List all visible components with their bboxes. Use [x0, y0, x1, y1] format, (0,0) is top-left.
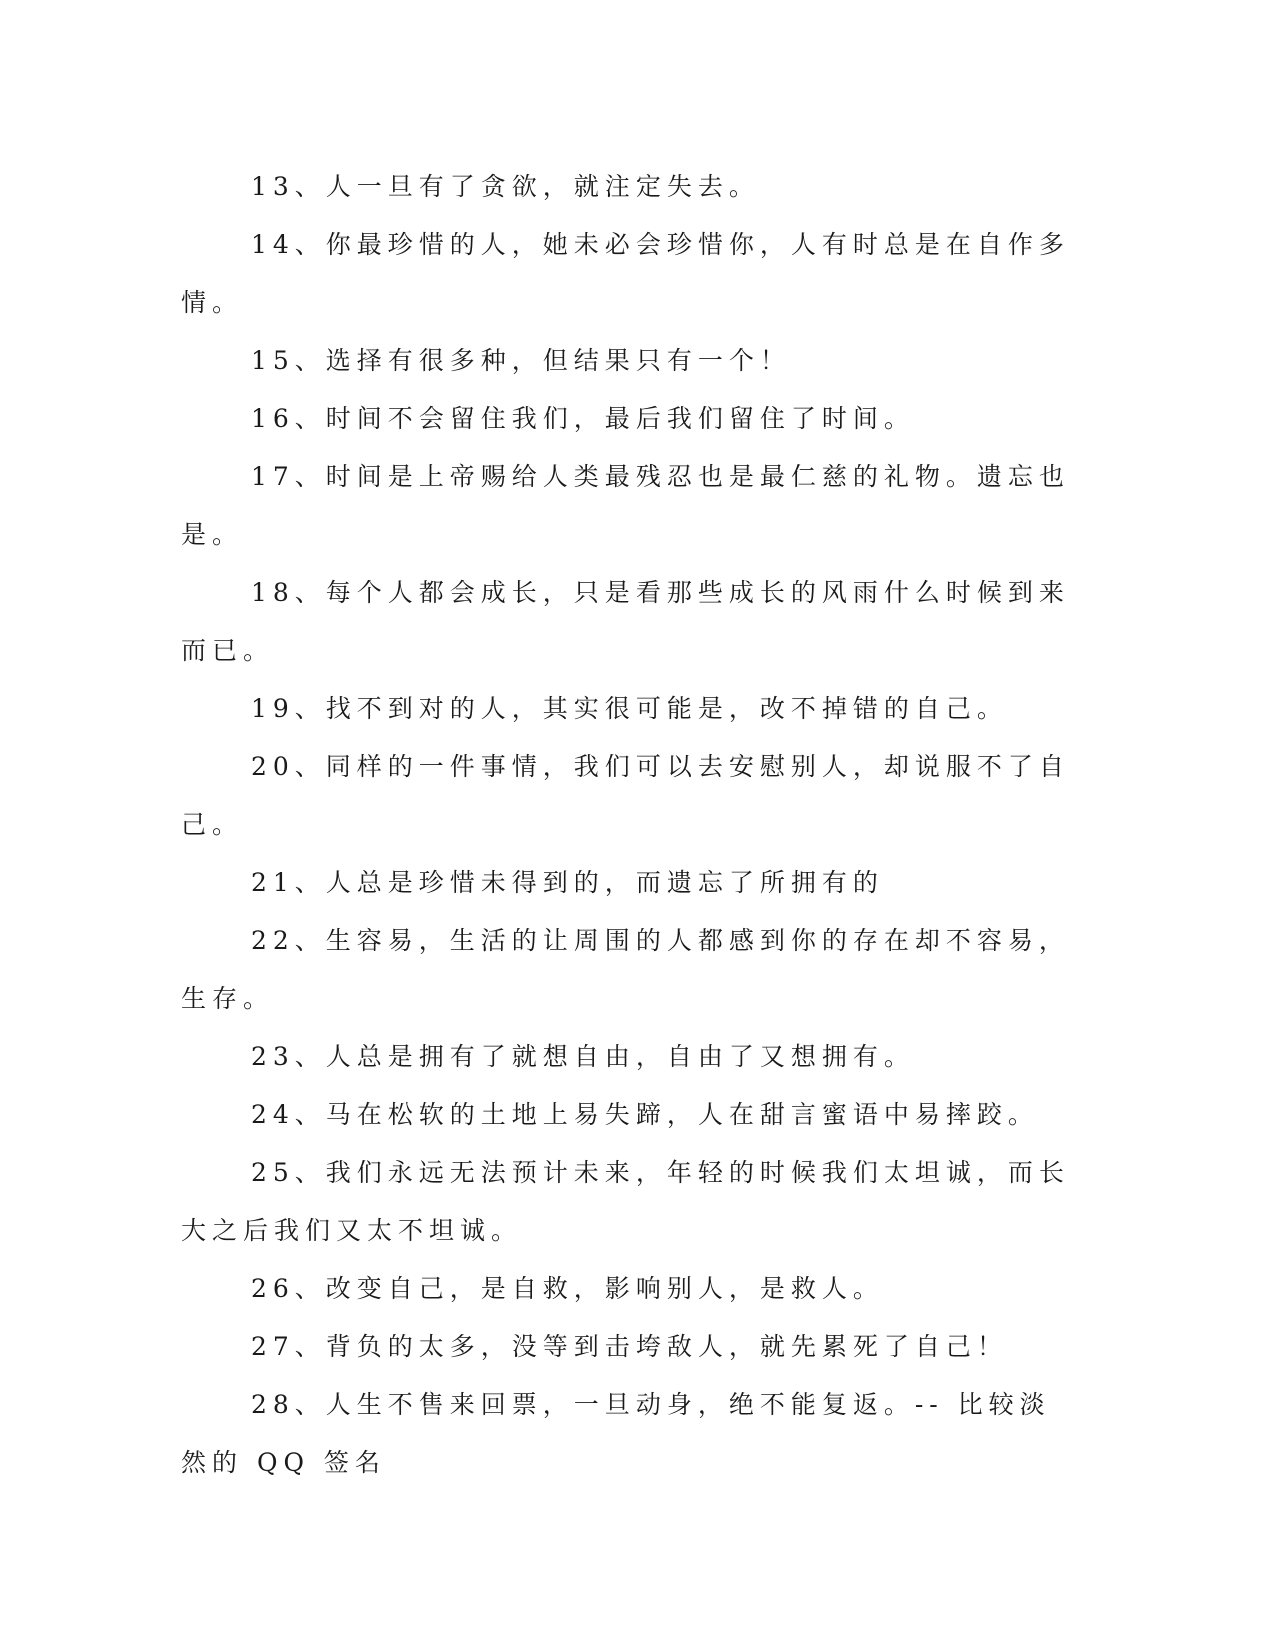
document-body [181, 158, 1076, 1492]
quote-paragraph-20: 20、同样的一件事情，我们可以去安慰别人，却说服不了自己。 [181, 752, 1070, 839]
quote-paragraph-24: 24、马在松软的土地上易失蹄，人在甜言蜜语中易摔跤。 [251, 1100, 1039, 1129]
quote-paragraph-21: 21、人总是珍惜未得到的，而遗忘了所拥有的 [251, 868, 884, 897]
quote-paragraph-26: 26、改变自己，是自救，影响别人，是救人。 [251, 1274, 884, 1303]
quote-paragraph-19: 19、找不到对的人，其实很可能是，改不掉错的自己。 [251, 694, 1008, 723]
quote-paragraph-15: 15、选择有很多种，但结果只有一个！ [251, 346, 791, 375]
quote-paragraph-16: 16、时间不会留住我们，最后我们留住了时间。 [251, 404, 915, 433]
quote-paragraph-14: 14、你最珍惜的人，她未必会珍惜你，人有时总是在自作多情。 [181, 230, 1070, 317]
quote-paragraph-17: 17、时间是上帝赐给人类最残忍也是最仁慈的礼物。遗忘也是。 [181, 462, 1070, 549]
quote-paragraph-23: 23、人总是拥有了就想自由，自由了又想拥有。 [251, 1042, 915, 1071]
quote-paragraph-18: 18、每个人都会成长，只是看那些成长的风雨什么时候到来而已。 [181, 578, 1070, 665]
quote-paragraph-28: 28、人生不售来回票，一旦动身，绝不能复返。-- 比较淡然的 QQ 签名 [181, 1390, 1051, 1477]
quote-paragraph-13: 13、人一旦有了贪欲，就注定失去。 [251, 172, 760, 201]
quote-paragraph-22: 22、生容易，生活的让周围的人都感到你的存在却不容易，生存。 [181, 926, 1070, 1013]
quote-paragraph-25: 25、我们永远无法预计未来，年轻的时候我们太坦诚，而长大之后我们又太不坦诚。 [181, 1158, 1070, 1245]
quote-paragraph-27: 27、背负的太多，没等到击垮敌人，就先累死了自己！ [251, 1332, 1008, 1361]
